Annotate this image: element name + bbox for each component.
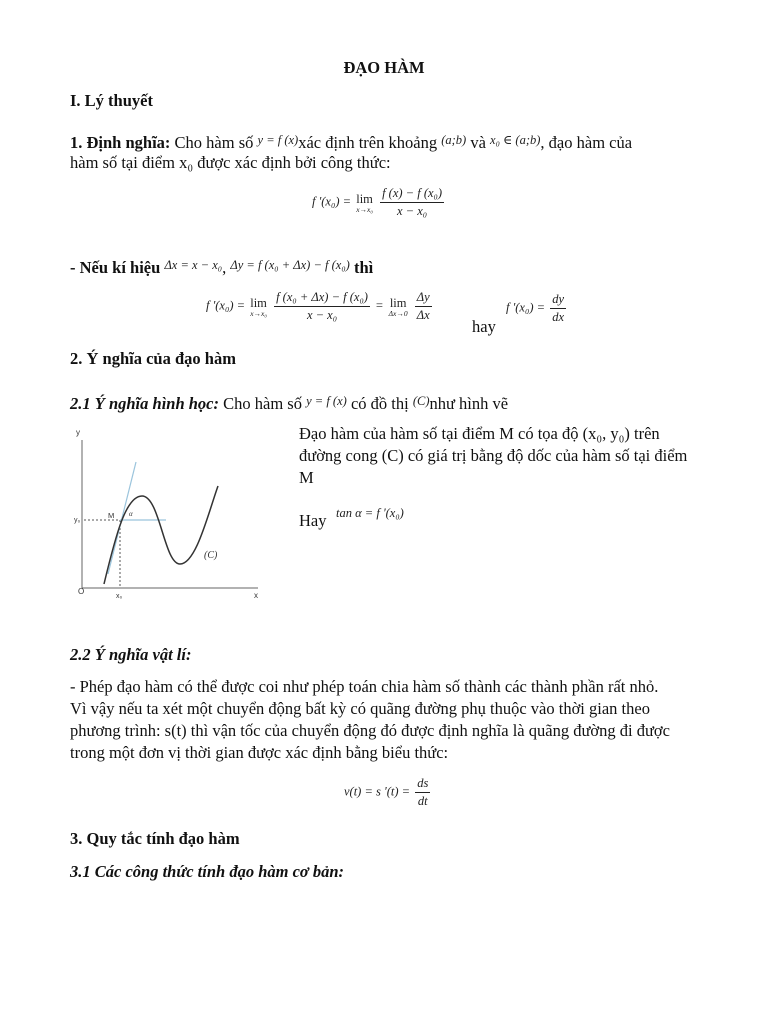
graph-curve [104,486,218,584]
geometric-hay: Hay [299,511,327,530]
derivative-definition-formula [312,186,446,219]
definition-text-4: , đạo hàm của [540,133,633,152]
formula2-limit-1 [250,296,267,318]
velocity-numerator: ds [415,776,430,793]
formula1-lhs: f '(x₀) = [312,194,355,209]
formula2-numerator-2: Δy [415,290,432,307]
notation-comma: , [222,258,227,277]
basic-formulas-heading: 3.1 Các công thức tính đạo hàm cơ bản: [70,862,345,881]
physical-meaning-label: 2.2 Ý nghĩa vật lí: [70,645,192,664]
definition-label: 1. Định nghĩa: [70,133,171,152]
graph-point-m-label: M [108,511,115,520]
formula2-lhs: f '(x₀) = [206,298,249,313]
formula1-limit [356,192,373,214]
formula2-lhs2: f '(x₀) = [506,300,549,315]
formula2-hay: hay [472,317,496,336]
notation-delta-x: Δx = x − x₀ [164,258,223,272]
graph-x-label: x [254,591,258,600]
geometric-curve-name: (C) [412,394,430,408]
derivative-leibniz-formula [506,292,568,325]
definition-function: y = f (x) [257,133,299,147]
formula2-limit-2 [389,296,408,318]
page-title: ĐẠO HÀM [343,58,425,77]
graph-y-label: y [76,428,80,437]
geometric-description-line-1: Đạo hàm của hàm số tại điểm M có tọa độ (x₀, y₀) trên [299,424,660,443]
graph-origin-label: O [78,587,85,596]
notation-line [70,254,373,279]
formula2-fraction-3 [550,292,566,325]
formula2-fraction-1 [274,290,370,323]
geometric-description-line-2: đường cong (C) có giá trị bằng độ dốc của hàm số tại điểm [299,446,688,465]
formula2-denominator-3: dx [552,310,564,324]
derivative-delta-formula [206,290,434,323]
definition-line-2: hàm số tại điểm x₀ được xác định bởi công thức: [70,153,391,172]
geometric-text-2: có đồ thị [346,394,413,413]
notation-prefix: - Nếu kí hiệu [70,258,165,277]
formula1-denominator: x − x₀ [397,204,428,218]
formula2-equals: = [375,298,387,313]
section-heading-meaning: 2. Ý nghĩa của đạo hàm [70,349,236,368]
definition-interval: (a;b) [441,133,467,147]
formula2-numerator-1: f (x₀ + Δx) − f (x₀) [274,290,370,307]
graph-x0-label: x₀ [116,593,123,600]
physical-line-3: phương trình: s(t) thì vận tốc của chuyển động đó được định nghĩa là quãng đường đi được [70,721,670,740]
formula2-lim1-sub: x→x₀ [250,308,267,318]
velocity-denominator: dt [417,794,428,808]
geometric-meaning-line [70,390,508,415]
formula1-lim-text: lim [356,191,373,206]
formula2-fraction-2 [415,290,432,323]
formula1-numerator: f (x) − f (x₀) [380,186,444,203]
formula2-numerator-3: dy [550,292,566,309]
formula2-lim2-sub: Δx→0 [388,308,408,318]
definition-text-2: xác định trên khoảng [298,133,442,152]
physical-line-1: - Phép đạo hàm có thể được coi như phép toán chia hàm số thành các thành phần rất nhỏ. [70,677,659,696]
formula2-denominator-2: Δx [416,308,430,322]
tangent-slope-formula: tan α = f '(x₀) [336,506,404,520]
formula1-lim-sub: x→x₀ [356,204,373,214]
graph-alpha-label: α [129,510,133,518]
section-heading-rules: 3. Quy tắc tính đạo hàm [70,829,240,848]
definition-x0-in: x₀ ∈ (a;b) [490,133,541,147]
formula2-denominator-1: x − x₀ [306,308,338,322]
physical-line-2: Vì vậy nếu ta xét một chuyển động bất kỳ có quãng đường phụ thuộc vào thời gian theo [70,699,650,718]
velocity-fraction [415,776,430,809]
notation-then: thì [349,258,374,277]
velocity-formula [344,776,432,809]
notation-delta-y: Δy = f (x₀ + Δx) − f (x₀) [230,258,350,272]
graph-y0-label: y₀ [74,517,81,524]
section-heading-theory: I. Lý thuyết [70,91,153,110]
formula2-lim1-text: lim [250,295,267,310]
physical-line-4: trong một đơn vị thời gian được xác định bằng biểu thức: [70,743,449,762]
derivative-graph [68,424,288,609]
formula1-fraction [380,186,444,219]
geometric-function: y = f (x) [306,394,347,408]
definition-line-1 [70,129,632,154]
graph-curve-label: (C) [204,550,218,561]
formula2-lim2-text: lim [389,295,407,310]
definition-text-3: và [466,133,491,152]
geometric-text-3: như hình vẽ [429,394,509,413]
geometric-text-1: Cho hàm số [219,394,307,413]
velocity-lhs: v(t) = s '(t) = [344,784,414,799]
geometric-description-line-3: M [299,468,314,487]
geometric-meaning-label: 2.1 Ý nghĩa hình học: [70,394,219,413]
definition-text-1: Cho hàm số [170,133,258,152]
